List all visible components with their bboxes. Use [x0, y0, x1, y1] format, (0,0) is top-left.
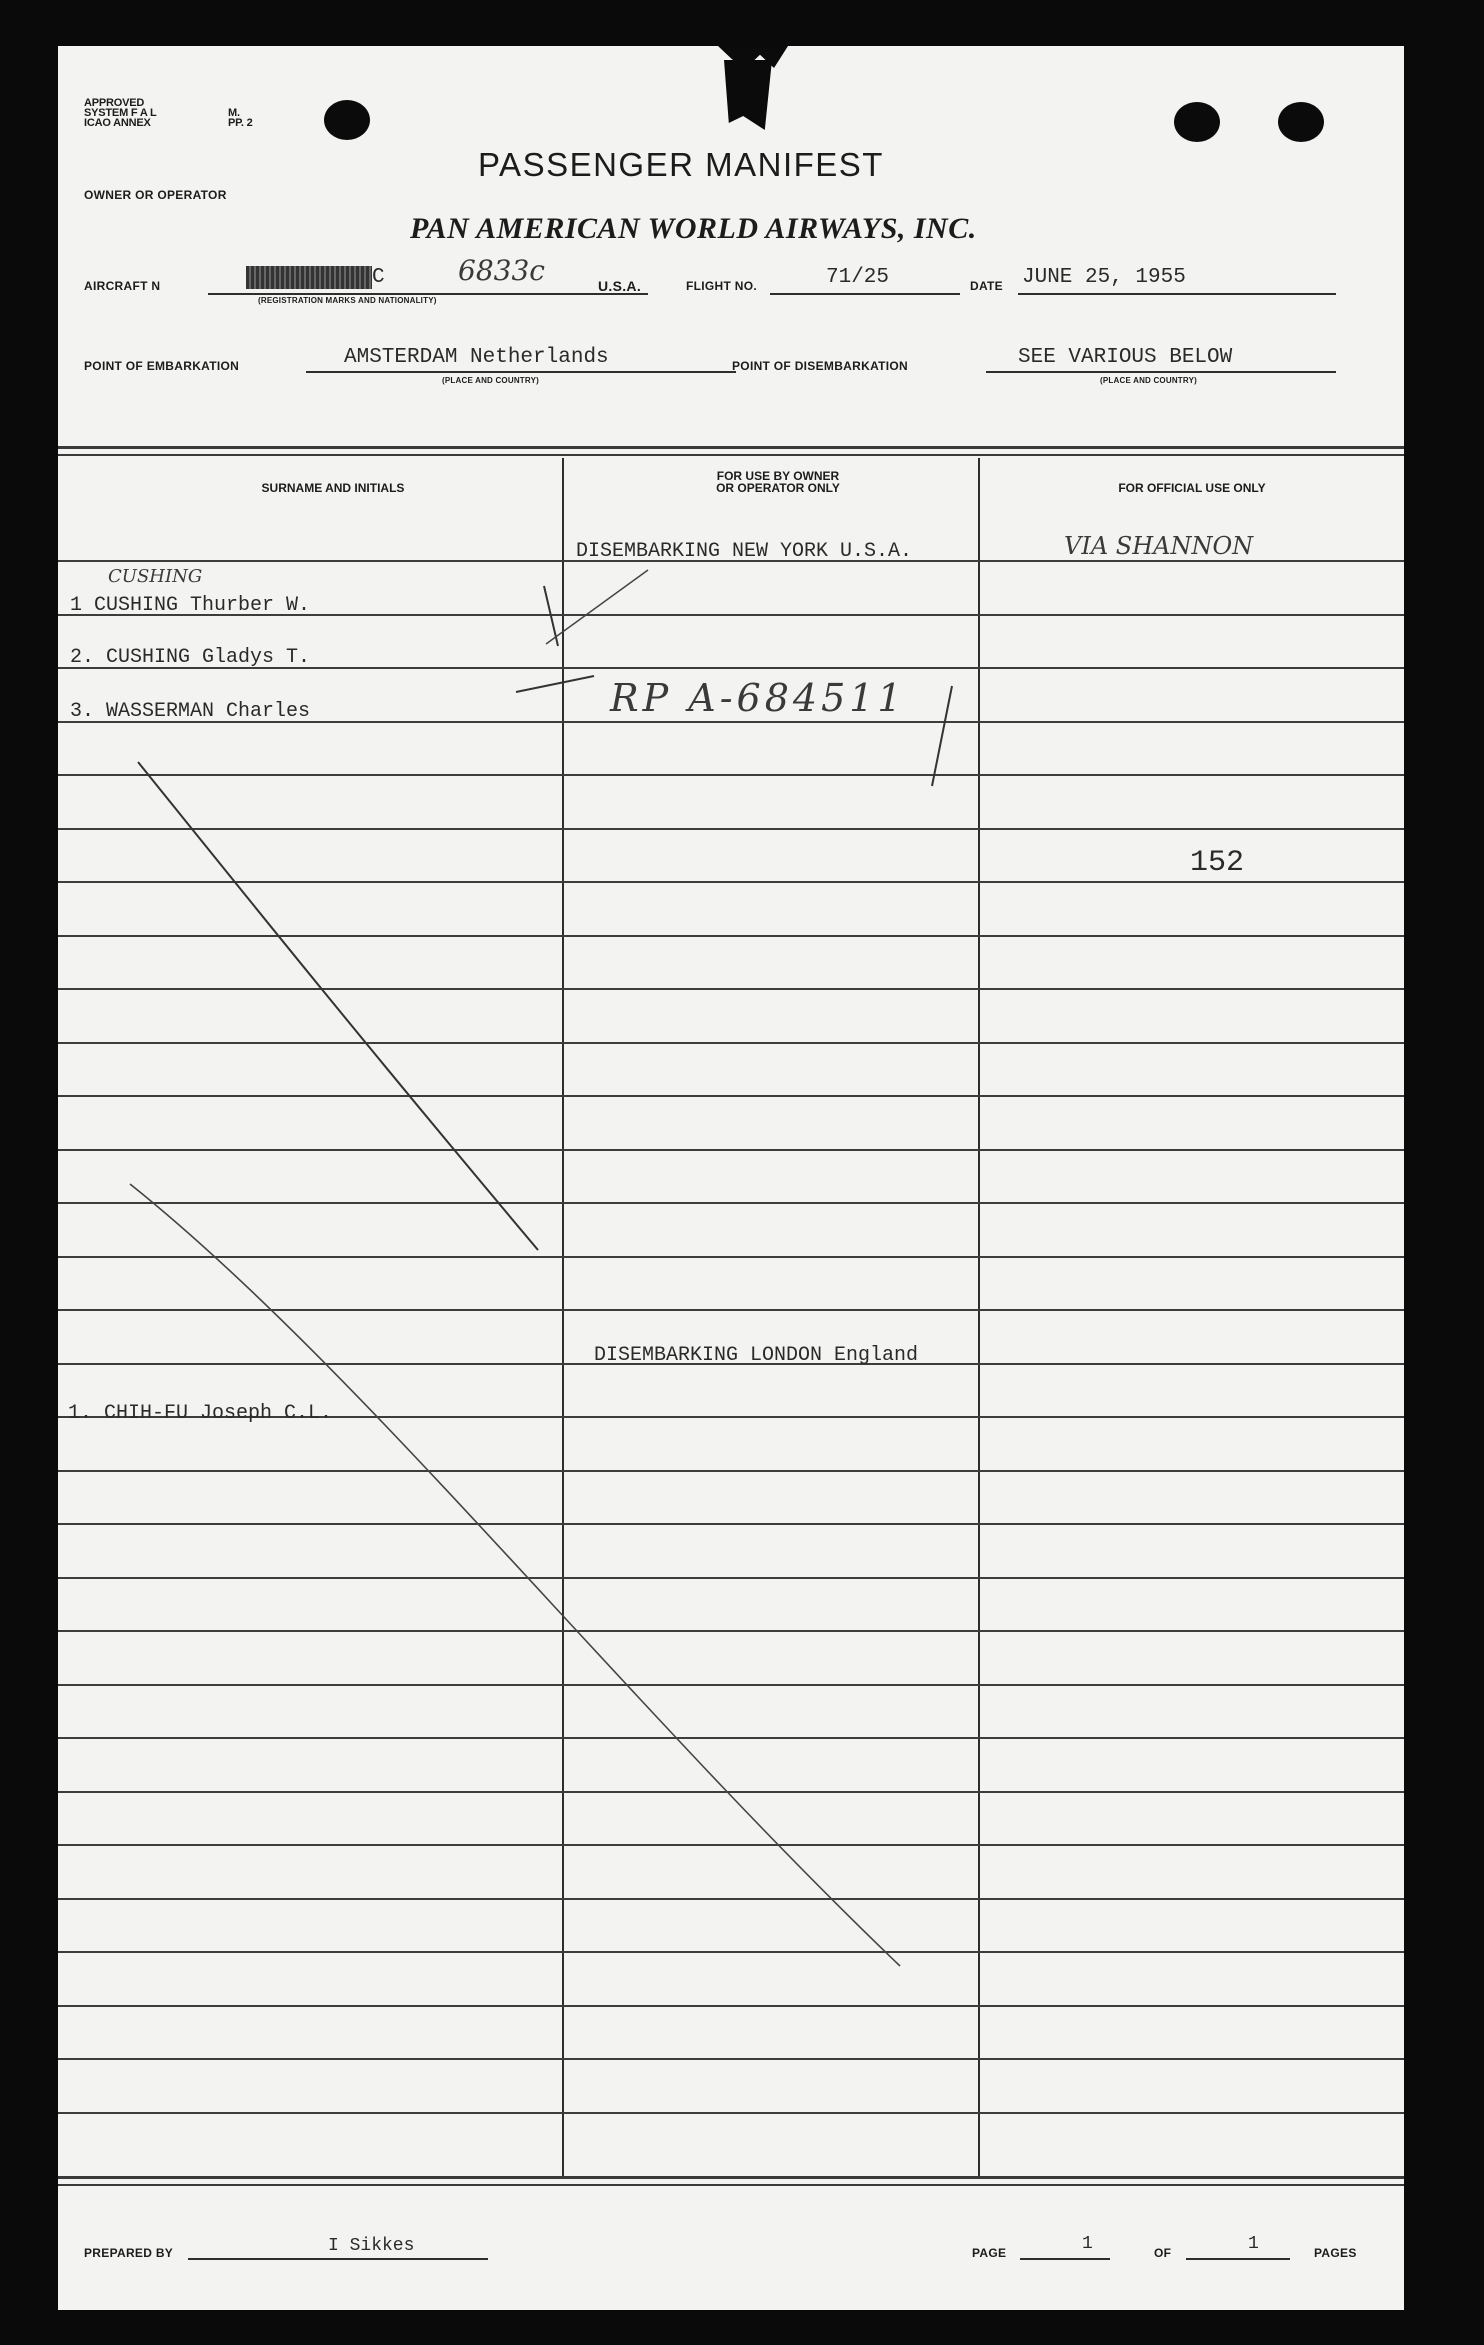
- london-heading: DISEMBARKING LONDON England: [594, 1344, 919, 1367]
- aircraft-typed-value: C: [372, 266, 385, 289]
- flight-number: 71/25: [826, 266, 890, 289]
- page-number: 1: [1082, 2234, 1093, 2254]
- col-owner-head-line: FOR USE BY OWNER: [716, 469, 840, 483]
- passenger-row: 1 CUSHING Thurber W.: [70, 594, 311, 617]
- aircraft-label: AIRCRAFT N: [84, 279, 161, 293]
- embark-label: POINT OF EMBARKATION: [84, 359, 240, 373]
- prepared-underline: [188, 2258, 488, 2260]
- check-mark: [546, 570, 648, 644]
- approval-line: APPROVED: [84, 97, 145, 109]
- strike-line: [138, 762, 538, 1250]
- passenger-row: 3. WASSERMAN Charles: [70, 700, 311, 723]
- aircraft-handwritten: 6833c: [458, 254, 545, 287]
- owner-label: OWNER OR OPERATOR: [84, 188, 227, 202]
- ny-official-note: VIA SHANNON: [1064, 532, 1254, 560]
- table-bottom-rule: [58, 2176, 1404, 2179]
- check-mark: [932, 686, 952, 786]
- passenger-row: 1. CHIH-FU Joseph C.L.: [68, 1402, 333, 1425]
- aircraft-sub-label: (REGISTRATION MARKS AND NATIONALITY): [258, 296, 437, 305]
- col-surname-head: SURNAME AND INITIALS: [261, 481, 405, 495]
- prepared-value: I Sikkes: [328, 2236, 415, 2256]
- ny-heading: DISEMBARKING NEW YORK U.S.A.: [576, 540, 913, 563]
- check-mark: [516, 676, 594, 692]
- page-title: PASSENGER MANIFEST: [478, 146, 884, 183]
- date-value: JUNE 25, 1955: [1022, 266, 1186, 289]
- approval-line: M.: [228, 107, 240, 119]
- pen-marks: [58, 46, 1404, 2310]
- flight-label: FLIGHT NO.: [686, 279, 757, 293]
- disembark-label: POINT OF DISEMBARKATION: [732, 359, 909, 373]
- count-value: 152: [1190, 846, 1245, 880]
- approval-line: ICAO ANNEX: [84, 117, 151, 129]
- page-underline: [1020, 2258, 1110, 2260]
- pages-label: PAGES: [1314, 2246, 1357, 2260]
- cushing-annotation: CUSHING: [108, 566, 203, 587]
- country-label: U.S.A.: [598, 278, 642, 294]
- disembark-sub-label: (PLACE AND COUNTRY): [1100, 376, 1197, 385]
- embark-sub-label: (PLACE AND COUNTRY): [442, 376, 539, 385]
- approval-line: SYSTEM F A L: [84, 107, 157, 119]
- approval-line: PP. 2: [228, 117, 253, 129]
- page-label: PAGE: [972, 2246, 1007, 2260]
- page-total: 1: [1248, 2234, 1259, 2254]
- table-bottom-rule-2: [58, 2184, 1404, 2186]
- of-label: OF: [1154, 2246, 1172, 2260]
- manifest-sheet: [58, 46, 1404, 2310]
- airline-name: PAN AMERICAN WORLD AIRWAYS, INC.: [410, 212, 977, 245]
- col-official-head: FOR OFFICIAL USE ONLY: [1118, 481, 1266, 495]
- strike-line: [130, 1184, 900, 1966]
- disembark-value: SEE VARIOUS BELOW: [1018, 346, 1233, 369]
- passenger-note: RP A-684511: [610, 676, 906, 720]
- of-underline: [1186, 2258, 1290, 2260]
- prepared-label: PREPARED BY: [84, 2246, 174, 2260]
- col-owner-head-line: OR OPERATOR ONLY: [716, 481, 840, 495]
- passenger-row: 2. CUSHING Gladys T.: [70, 646, 311, 669]
- date-label: DATE: [970, 279, 1003, 293]
- embark-value: AMSTERDAM Netherlands: [344, 346, 609, 369]
